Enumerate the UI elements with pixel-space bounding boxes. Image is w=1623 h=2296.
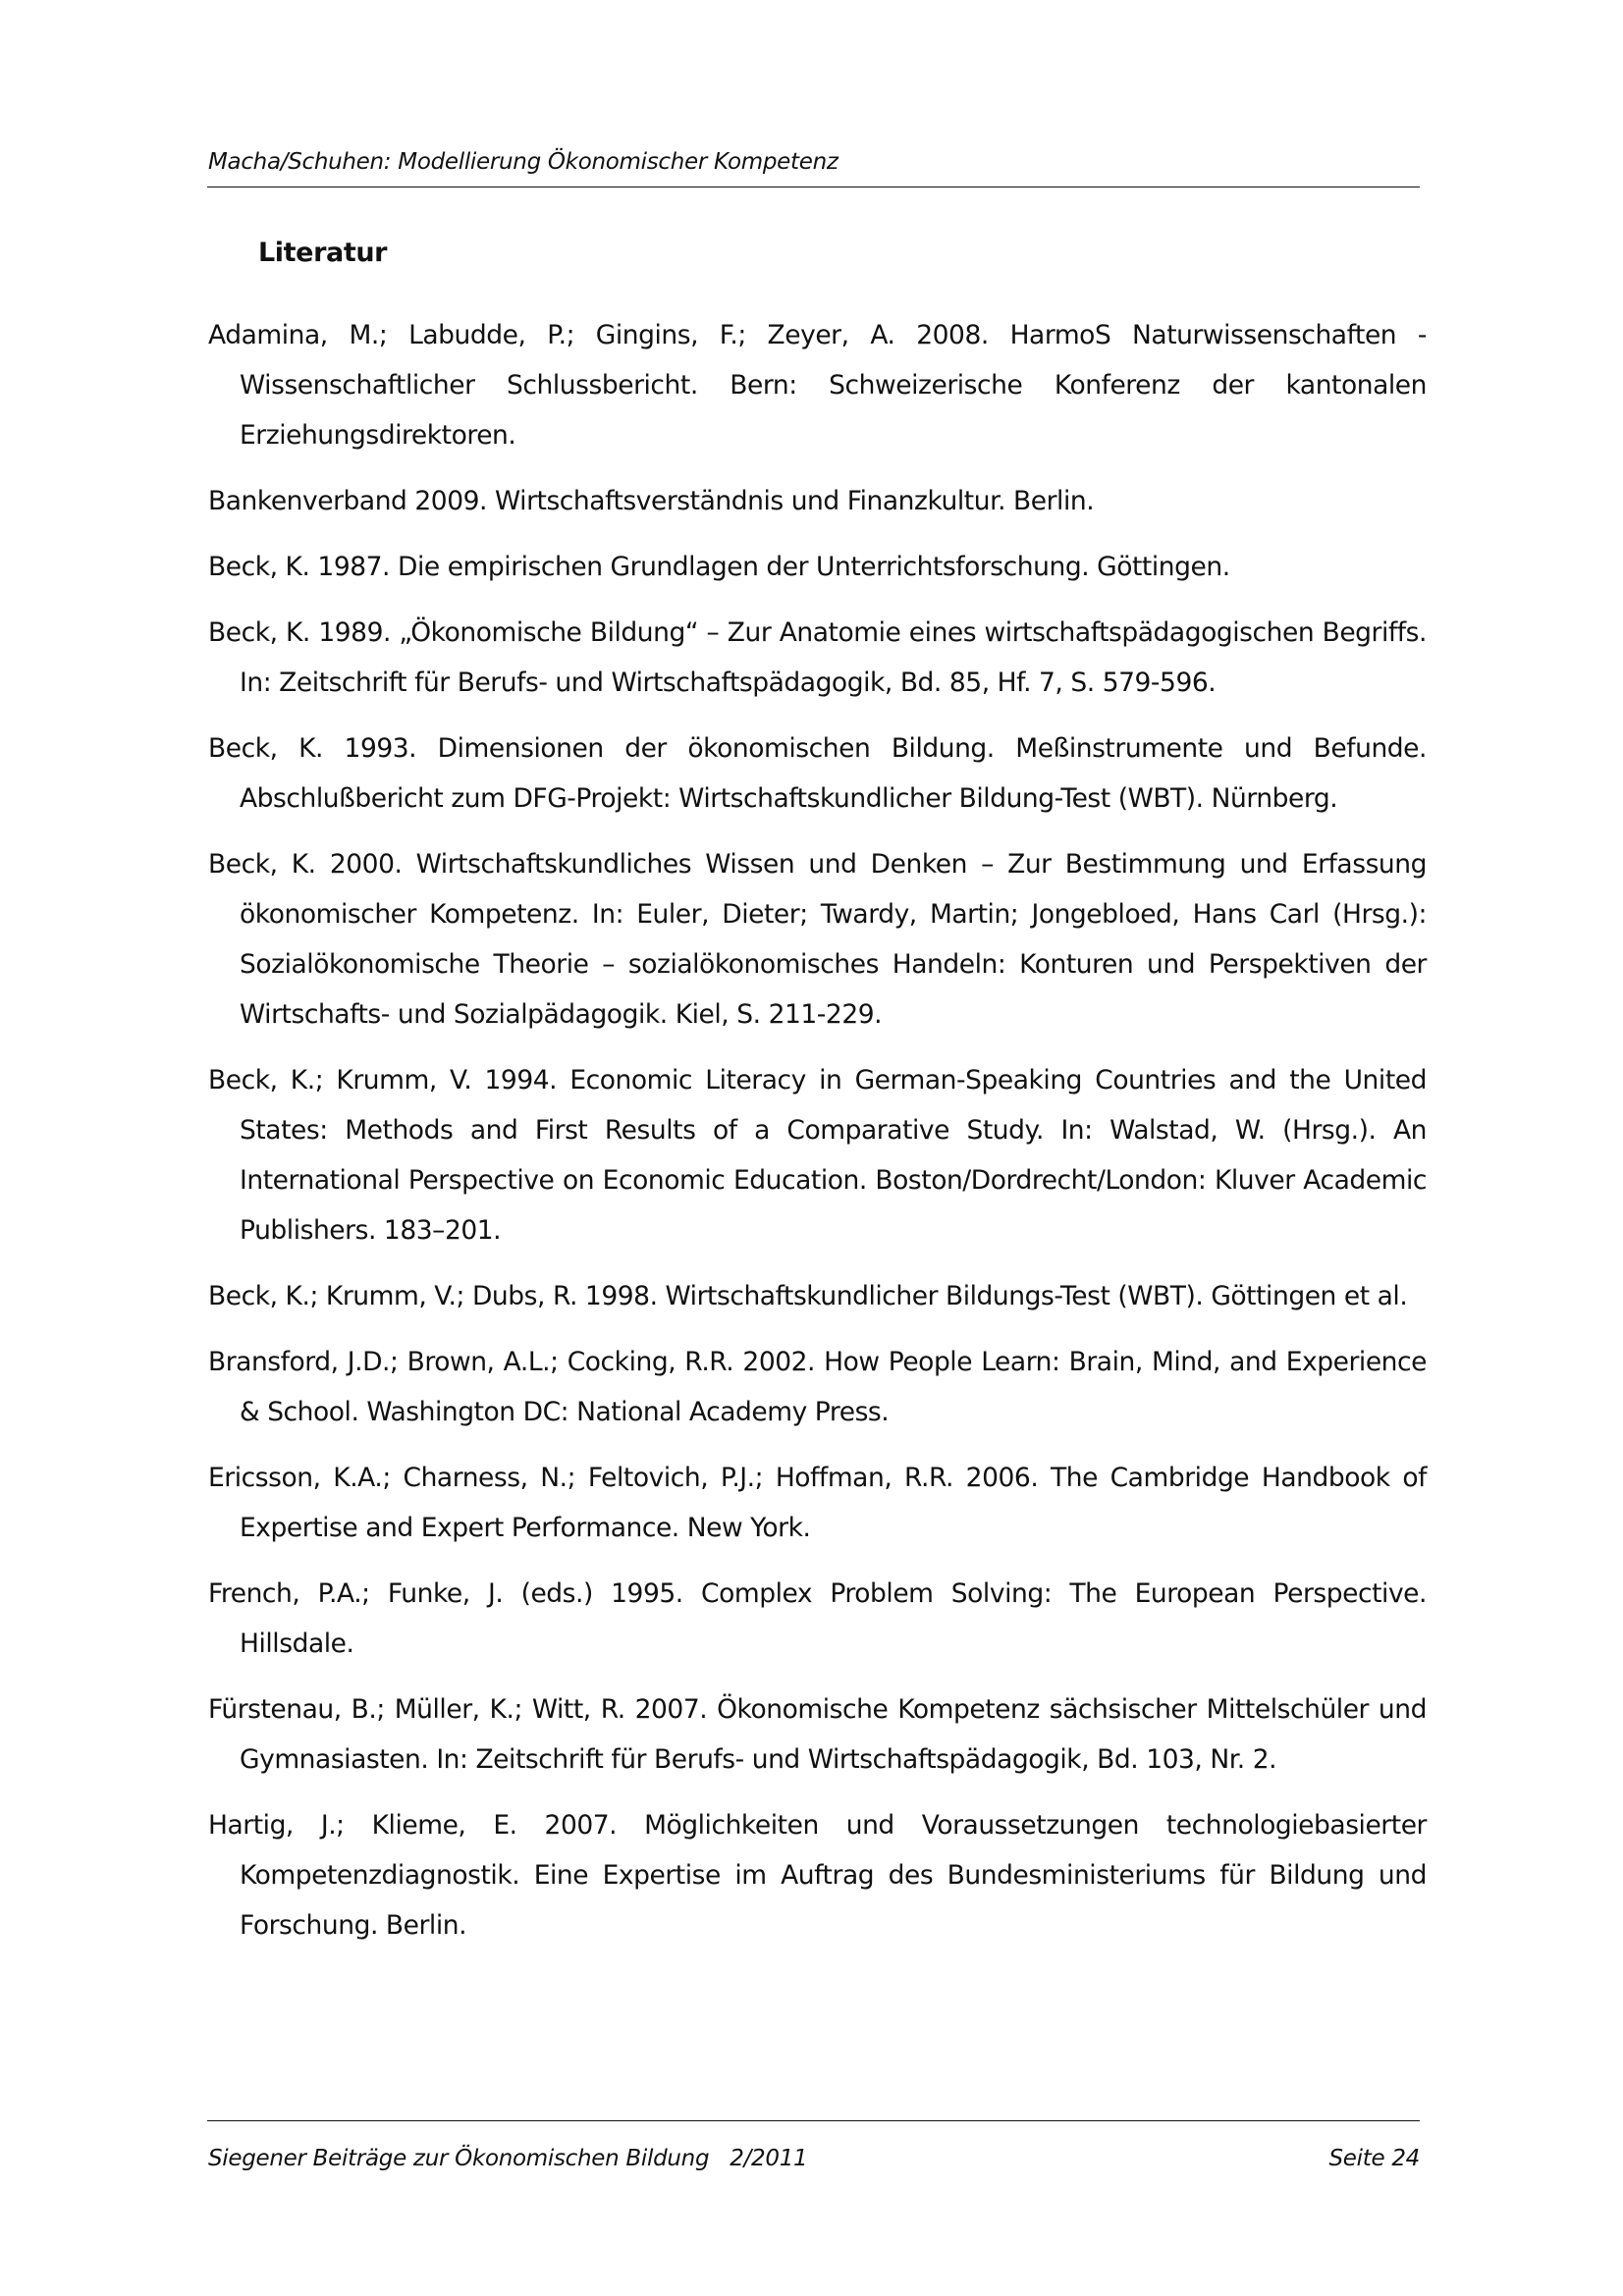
footer-divider bbox=[207, 2120, 1420, 2121]
reference-item: Beck, K. 1987. Die empirischen Grundlagen der Unterrichtsforschung. Göttingen. bbox=[208, 552, 1230, 582]
reference-list bbox=[208, 310, 1427, 1966]
reference-item: Beck, K. 2000. Wirtschaftskundliches Wissen und Denken – Zur Bestimmung und Erfassung ökonomischer Kompetenz. In: Euler, Dieter; Twardy, Martin; Jongebloed, Hans Carl (Hrsg.): Sozialökonomische Theorie – sozialökonomisches Handeln: Konturen und Perspektiven der Wirtschafts- und Sozialpädagogik. Kiel, S. 211-229. bbox=[208, 849, 1427, 1030]
section-heading: Literatur bbox=[258, 238, 388, 268]
reference-item: Hartig, J.; Klieme, E. 2007. Möglichkeiten und Voraussetzungen technologiebasierter Kompetenzdiagnostik. Eine Expertise im Auftrag des Bundesministeriums für Bildung und Forschung. Berlin. bbox=[208, 1810, 1427, 1941]
reference-item: Adamina, M.; Labudde, P.; Gingins, F.; Zeyer, A. 2008. HarmoS Naturwissenschaften - Wissenschaftlicher Schlussbericht. Bern: Schweizerische Konferenz der kantonalen Erziehungsdirektoren. bbox=[208, 320, 1427, 451]
running-header: Macha/Schuhen: Modellierung Ökonomischer Kompetenz bbox=[208, 149, 839, 175]
reference-item: Ericsson, K.A.; Charness, N.; Feltovich, P.J.; Hoffman, R.R. 2006. The Cambridge Handbook of Expertise and Expert Performance. New York. bbox=[208, 1463, 1427, 1543]
reference-item: Beck, K.; Krumm, V.; Dubs, R. 1998. Wirtschaftskundlicher Bildungs-Test (WBT). Göttingen et al. bbox=[208, 1281, 1408, 1311]
running-footer bbox=[208, 2146, 1420, 2171]
page-number: Seite 24 bbox=[1328, 2146, 1420, 2171]
reference-item: Fürstenau, B.; Müller, K.; Witt, R. 2007. Ökonomische Kompetenz sächsischer Mittelschüler und Gymnasiasten. In: Zeitschrift für Berufs- und Wirtschaftspädagogik, Bd. 103, Nr. 2. bbox=[208, 1694, 1427, 1775]
reference-item: Bransford, J.D.; Brown, A.L.; Cocking, R.R. 2002. How People Learn: Brain, Mind, and Experience & School. Washington DC: National Academy Press. bbox=[208, 1347, 1427, 1427]
reference-item: Beck, K. 1993. Dimensionen der ökonomischen Bildung. Meßinstrumente und Befunde. Abschlußbericht zum DFG-Projekt: Wirtschaftskundlicher Bildung-Test (WBT). Nürnberg. bbox=[208, 733, 1427, 814]
journal-issue: Siegener Beiträge zur Ökonomischen Bildung 2/2011 bbox=[208, 2146, 808, 2171]
reference-item: Bankenverband 2009. Wirtschaftsverständnis und Finanzkultur. Berlin. bbox=[208, 486, 1095, 516]
reference-item: French, P.A.; Funke, J. (eds.) 1995. Complex Problem Solving: The European Perspective. Hillsdale. bbox=[208, 1578, 1427, 1659]
reference-item: Beck, K.; Krumm, V. 1994. Economic Literacy in German-Speaking Countries and the United States: Methods and First Results of a Comparative Study. In: Walstad, W. (Hrsg.). An International Perspective on Economic Education. Boston/Dordrecht/London: Kluver Academic Publishers. 183–201. bbox=[208, 1065, 1427, 1246]
reference-item: Beck, K. 1989. „Ökonomische Bildung“ – Zur Anatomie eines wirtschaftspädagogischen Begriffs. In: Zeitschrift für Berufs- und Wirtschaftspädagogik, Bd. 85, Hf. 7, S. 579-596. bbox=[208, 617, 1427, 698]
